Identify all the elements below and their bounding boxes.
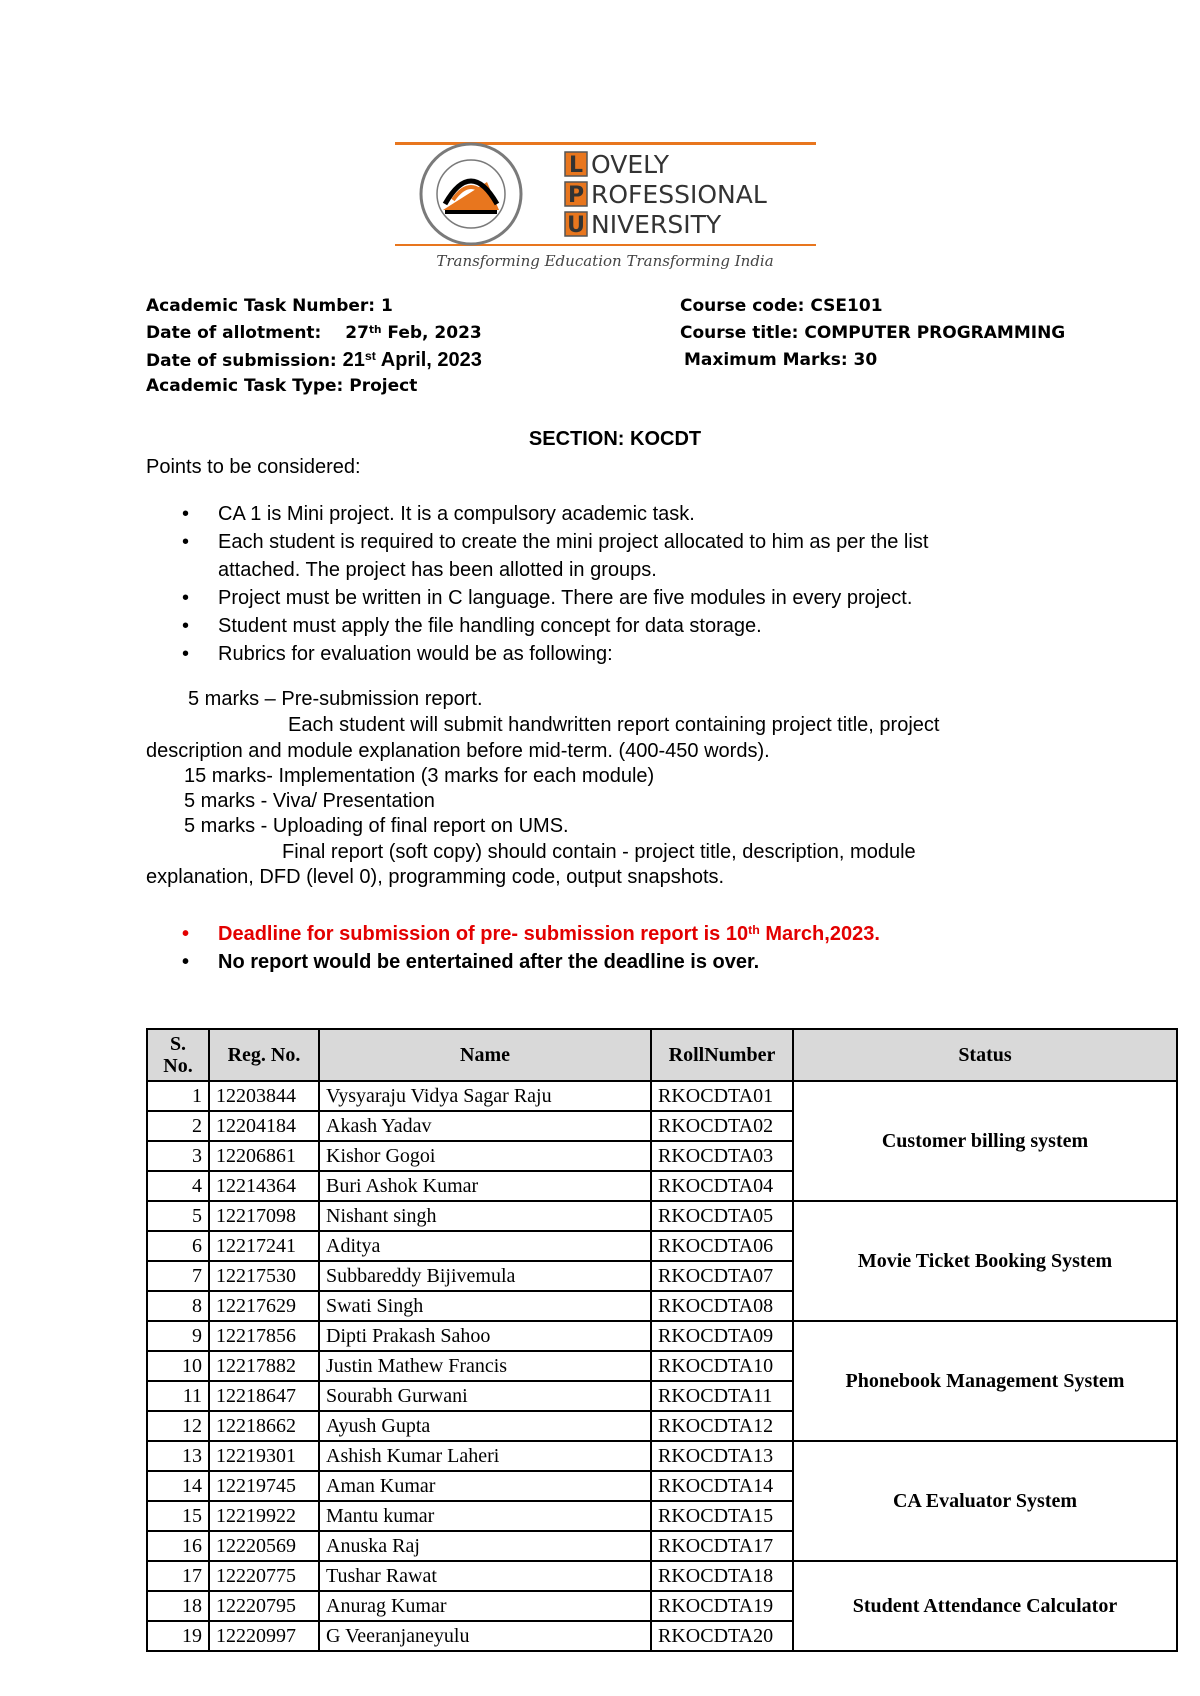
- col-sno: S. No.: [147, 1029, 209, 1081]
- row-name: Buri Ashok Kumar: [319, 1171, 651, 1201]
- row-sno: 18: [147, 1591, 209, 1621]
- group-status: Customer billing system: [793, 1081, 1177, 1201]
- course-code-line: [680, 296, 883, 316]
- col-reg-no: Reg. No.: [209, 1029, 319, 1081]
- row-sno: 5: [147, 1201, 209, 1231]
- project-allocation-table: [146, 1028, 1178, 1652]
- task-type-label: Academic Task Type:: [146, 376, 344, 396]
- rubric-viva: 5 marks - Viva/ Presentation: [184, 790, 435, 812]
- rubric-final-report-desc-a: Final report (soft copy) should contain - project title, description, module: [282, 841, 916, 863]
- row-sno: 2: [147, 1111, 209, 1141]
- row-roll-number: RKOCDTA07: [651, 1261, 793, 1291]
- row-name: Swati Singh: [319, 1291, 651, 1321]
- deadline-note: • No report would be entertained after the deadline is over.: [218, 948, 1118, 976]
- row-name: Ashish Kumar Laheri: [319, 1441, 651, 1471]
- row-roll-number: RKOCDTA11: [651, 1381, 793, 1411]
- logo-initial-p: P: [567, 183, 585, 208]
- row-name: Aditya: [319, 1231, 651, 1261]
- rubric-final-report-desc-b: explanation, DFD (level 0), programming code, output snapshots.: [146, 866, 725, 888]
- row-roll-number: RKOCDTA17: [651, 1531, 793, 1561]
- table-row: [147, 1441, 1177, 1471]
- rubric-implementation: 15 marks- Implementation (3 marks for each module): [184, 765, 655, 787]
- list-item: • CA 1 is Mini project. It is a compulsory academic task.: [218, 500, 1118, 528]
- row-roll-number: RKOCDTA03: [651, 1141, 793, 1171]
- row-reg-no: 12206861: [209, 1141, 319, 1171]
- row-sno: 12: [147, 1411, 209, 1441]
- row-reg-no: 12214364: [209, 1171, 319, 1201]
- row-reg-no: 12217098: [209, 1201, 319, 1231]
- row-name: Aman Kumar: [319, 1471, 651, 1501]
- row-sno: 8: [147, 1291, 209, 1321]
- row-roll-number: RKOCDTA09: [651, 1321, 793, 1351]
- table-row: [147, 1201, 1177, 1231]
- col-name: Name: [319, 1029, 651, 1081]
- row-reg-no: 12204184: [209, 1111, 319, 1141]
- allotment-day: 27: [345, 323, 369, 343]
- row-sno: 6: [147, 1231, 209, 1261]
- row-roll-number: RKOCDTA02: [651, 1111, 793, 1141]
- university-logo: [393, 140, 818, 275]
- allotment-sup: th: [368, 323, 382, 336]
- task-number: 1: [381, 296, 393, 316]
- submission-sup: st: [364, 348, 376, 363]
- row-reg-no: 12217856: [209, 1321, 319, 1351]
- table-row: [147, 1321, 1177, 1351]
- row-roll-number: RKOCDTA19: [651, 1591, 793, 1621]
- row-name: Sourabh Gurwani: [319, 1381, 651, 1411]
- row-name: Akash Yadav: [319, 1111, 651, 1141]
- row-name: Dipti Prakash Sahoo: [319, 1321, 651, 1351]
- row-sno: 9: [147, 1321, 209, 1351]
- course-code-label: Course code:: [680, 296, 805, 316]
- row-sno: 19: [147, 1621, 209, 1651]
- row-sno: 14: [147, 1471, 209, 1501]
- row-sno: 3: [147, 1141, 209, 1171]
- row-roll-number: RKOCDTA15: [651, 1501, 793, 1531]
- allotment-date-line: [146, 323, 482, 343]
- row-roll-number: RKOCDTA08: [651, 1291, 793, 1321]
- table-row: [147, 1561, 1177, 1591]
- deadline-list: [146, 920, 1118, 976]
- course-title-line: [680, 323, 1065, 343]
- row-reg-no: 12219745: [209, 1471, 319, 1501]
- row-sno: 10: [147, 1351, 209, 1381]
- col-roll-number: RollNumber: [651, 1029, 793, 1081]
- row-roll-number: RKOCDTA13: [651, 1441, 793, 1471]
- group-status: Student Attendance Calculator: [793, 1561, 1177, 1651]
- rubric-presubmission: 5 marks – Pre-submission report.: [188, 688, 483, 710]
- row-reg-no: 12218662: [209, 1411, 319, 1441]
- row-reg-no: 12220795: [209, 1591, 319, 1621]
- list-item: • Project must be written in C language. There are five modules in every project.: [218, 584, 1118, 612]
- table-row: [147, 1081, 1177, 1111]
- section-title: SECTION: KOCDT: [528, 428, 702, 450]
- row-roll-number: RKOCDTA04: [651, 1171, 793, 1201]
- row-reg-no: 12217629: [209, 1291, 319, 1321]
- row-name: Nishant singh: [319, 1201, 651, 1231]
- row-sno: 17: [147, 1561, 209, 1591]
- table-header-row: [147, 1029, 1177, 1081]
- allotment-rest: Feb, 2023: [381, 323, 482, 343]
- row-roll-number: RKOCDTA20: [651, 1621, 793, 1651]
- row-name: Kishor Gogoi: [319, 1141, 651, 1171]
- row-reg-no: 12218647: [209, 1381, 319, 1411]
- row-reg-no: 12203844: [209, 1081, 319, 1111]
- row-name: Subbareddy Bijivemula: [319, 1261, 651, 1291]
- rubric-presubmission-desc-b: description and module explanation before mid-term. (400-450 words).: [146, 740, 770, 762]
- row-sno: 7: [147, 1261, 209, 1291]
- lpu-logo-graphic: [393, 140, 818, 275]
- logo-initial-l: L: [568, 153, 584, 178]
- task-type-line: [146, 376, 417, 396]
- max-marks-label: Maximum Marks:: [684, 350, 848, 370]
- course-title: COMPUTER PROGRAMMING: [804, 323, 1066, 343]
- group-status: Movie Ticket Booking System: [793, 1201, 1177, 1321]
- row-roll-number: RKOCDTA05: [651, 1201, 793, 1231]
- logo-word-lovely: OVELY: [591, 150, 670, 179]
- logo-initial-u: U: [567, 213, 585, 238]
- row-reg-no: 12219301: [209, 1441, 319, 1471]
- list-item: • Rubrics for evaluation would be as following:: [218, 640, 1118, 668]
- logo-tagline: Transforming Education Transforming India: [436, 252, 774, 270]
- row-sno: 13: [147, 1441, 209, 1471]
- course-code: CSE101: [810, 296, 883, 316]
- list-item: • Student must apply the file handling concept for data storage.: [218, 612, 1118, 640]
- row-name: Anurag Kumar: [319, 1591, 651, 1621]
- row-name: Ayush Gupta: [319, 1411, 651, 1441]
- allotment-label: Date of allotment:: [146, 323, 322, 343]
- row-reg-no: 12219922: [209, 1501, 319, 1531]
- group-status: Phonebook Management System: [793, 1321, 1177, 1441]
- row-sno: 11: [147, 1381, 209, 1411]
- rubric-final-report: 5 marks - Uploading of final report on UMS.: [184, 815, 569, 837]
- row-sno: 1: [147, 1081, 209, 1111]
- row-roll-number: RKOCDTA10: [651, 1351, 793, 1381]
- row-roll-number: RKOCDTA12: [651, 1411, 793, 1441]
- points-list: [146, 500, 1118, 668]
- row-roll-number: RKOCDTA06: [651, 1231, 793, 1261]
- row-roll-number: RKOCDTA18: [651, 1561, 793, 1591]
- row-reg-no: 12217882: [209, 1351, 319, 1381]
- course-title-label: Course title:: [680, 323, 799, 343]
- row-reg-no: 12220569: [209, 1531, 319, 1561]
- table-body: [147, 1081, 1177, 1651]
- task-type: Project: [349, 376, 418, 396]
- row-name: Tushar Rawat: [319, 1561, 651, 1591]
- row-sno: 16: [147, 1531, 209, 1561]
- row-name: Justin Mathew Francis: [319, 1351, 651, 1381]
- row-name: Mantu kumar: [319, 1501, 651, 1531]
- points-heading: Points to be considered:: [146, 456, 361, 478]
- max-marks: 30: [853, 350, 878, 370]
- row-name: Anuska Raj: [319, 1531, 651, 1561]
- row-reg-no: 12217241: [209, 1231, 319, 1261]
- row-roll-number: RKOCDTA14: [651, 1471, 793, 1501]
- list-item: • Each student is required to create the mini project allocated to him as per the list attached. The project has been allotted in groups.: [218, 528, 1118, 584]
- row-name: G Veeranjaneyulu: [319, 1621, 651, 1651]
- submission-date-line: [146, 349, 482, 372]
- submission-day: 21: [342, 349, 365, 371]
- max-marks-line: [684, 350, 877, 370]
- submission-label: Date of submission:: [146, 351, 337, 371]
- col-status: Status: [793, 1029, 1177, 1081]
- logo-word-professional: ROFESSIONAL: [591, 180, 767, 209]
- logo-word-university: NIVERSITY: [591, 210, 722, 239]
- task-number-line: [146, 296, 393, 316]
- row-reg-no: 12220997: [209, 1621, 319, 1651]
- row-sno: 4: [147, 1171, 209, 1201]
- row-sno: 15: [147, 1501, 209, 1531]
- deadline-item: • Deadline for submission of pre- submission report is 10th March,2023.: [218, 920, 1118, 948]
- submission-rest: April, 2023: [375, 349, 482, 371]
- row-name: Vysyaraju Vidya Sagar Raju: [319, 1081, 651, 1111]
- row-reg-no: 12220775: [209, 1561, 319, 1591]
- row-reg-no: 12217530: [209, 1261, 319, 1291]
- group-status: CA Evaluator System: [793, 1441, 1177, 1561]
- task-number-label: Academic Task Number:: [146, 296, 376, 316]
- row-roll-number: RKOCDTA01: [651, 1081, 793, 1111]
- rubric-presubmission-desc-a: Each student will submit handwritten report containing project title, project: [288, 714, 940, 736]
